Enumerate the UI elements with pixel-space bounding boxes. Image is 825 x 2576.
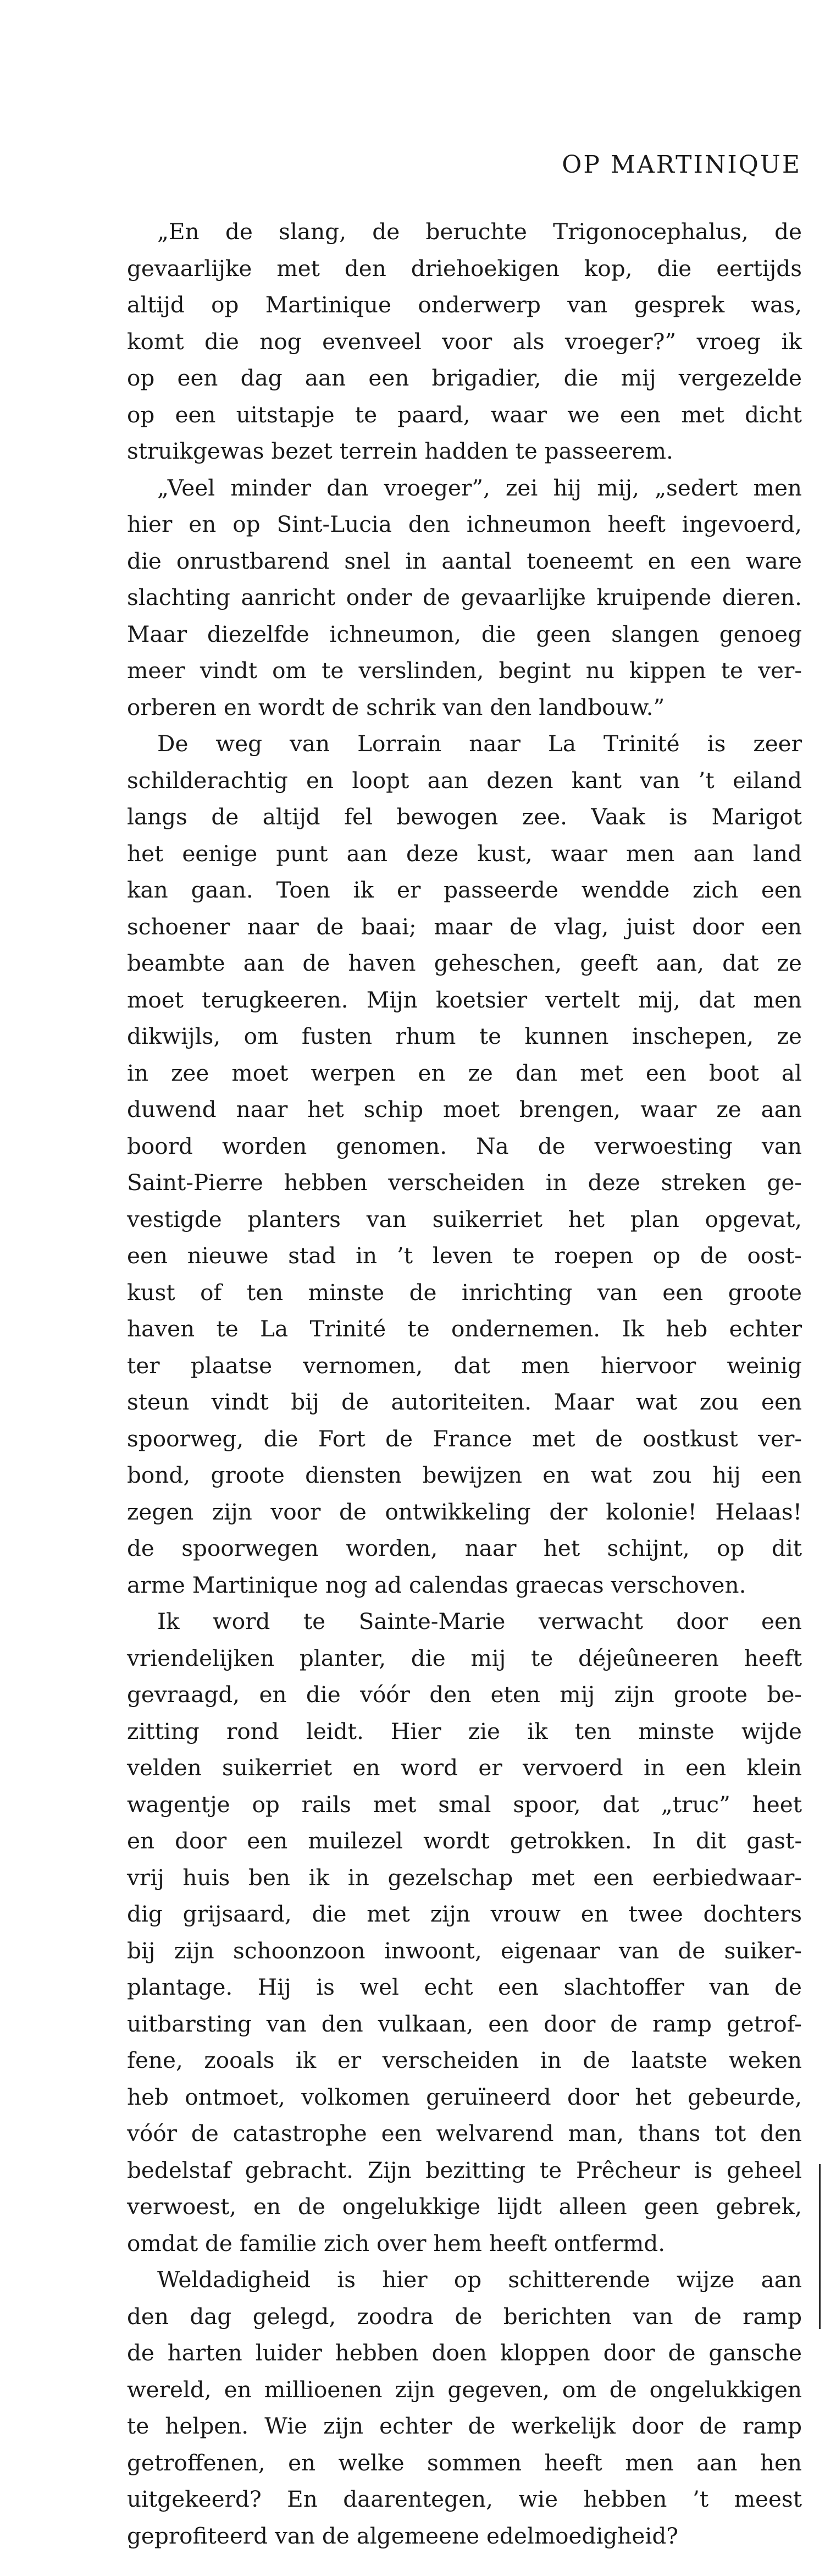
text-line: omdat de familie zich over hem heeft ontfermd. [127,2230,666,2256]
text-line: bij zijn schoonzoon inwoont, eigenaar van de suiker- [127,1937,802,1964]
text-line: vriendelijken planter, die mij te déjeûneeren heeft [127,1644,802,1671]
text-line: „Veel minder dan vroeger”, zei hij mij, „sedert men [157,474,802,501]
text-line: bond, groote diensten bewijzen en wat zou hij een [127,1462,802,1488]
text-line: en door een muilezel wordt getrokken. In dit gast- [127,1828,802,1854]
text-line: beambte aan de haven geheschen, geeft aan, dat ze [127,950,802,976]
text-line: zitting rond leidt. Hier zie ik ten minste wijde [127,1718,802,1744]
text-line: „En de slang, de beruchte Trigonocephalus, de [157,218,802,245]
text-line: geprofiteerd van de algemeene edelmoedigheid? [127,2522,678,2549]
text-line: struikgewas bezet terrein hadden te passeerem. [127,438,673,464]
text-line: kust of ten minste de inrichting van een groote [127,1279,802,1306]
text-line: heb ontmoet, volkomen geruïneerd door het gebeurde, [127,2083,802,2110]
text-line: uitgekeerd? En daarentegen, wie hebben ’t meest [127,2486,802,2512]
paragraph [127,213,802,470]
text-line: duwend naar het schip moet brengen, waar ze aan [127,1096,802,1122]
text-line: die onrustbarend snel in aantal toeneemt en een ware [127,547,802,574]
text-line: steun vindt bij de autoriteiten. Maar wat zou een [127,1389,802,1415]
text-line: vóór de catastrophe een welvarend man, thans tot den [127,2120,802,2146]
text-line: bedelstaf gebracht. Zijn bezitting te Prêcheur is geheel [127,2156,802,2183]
text-line: vestigde planters van suikerriet het plan opgevat, [127,1206,802,1232]
text-line: gevraagd, en die vóór den eten mij zijn groote be- [127,1681,802,1708]
text-line: arme Martinique nog ad calendas graecas verschoven. [127,1571,746,1598]
text-line: schilderachtig en loopt aan dezen kant van ’t eiland [127,767,802,794]
text-line: komt die nog evenveel voor als vroeger?” vroeg ik [127,328,802,355]
text-line: spoorweg, die Fort de France met de oostkust ver- [127,1425,802,1452]
text-line: hier en op Sint-Lucia den ichneumon heeft ingevoerd, [127,511,802,537]
text-line: moet terugkeeren. Mijn koetsier vertelt mij, dat men [127,986,802,1013]
text-line: een nieuwe stad in ’t leven te roepen op de oost- [127,1242,802,1269]
text-line: ter plaatse vernomen, dat men hiervoor weinig [127,1352,802,1379]
margin-rule [819,2164,821,2329]
text-line: op een uitstapje te paard, waar we een met dicht [127,401,802,428]
text-line: kan gaan. Toen ik er passeerde wendde zich een [127,877,802,903]
text-line: den dag gelegd, zoodra de berichten van de ramp [127,2303,802,2330]
text-line: wereld, en millioenen zijn gegeven, om de ongelukkigen [127,2376,802,2403]
text-line: dig grijsaard, die met zijn vrouw en twee dochters [127,1901,802,1927]
paragraph [127,725,802,1603]
text-line: altijd op Martinique onderwerp van gesprek was, [127,291,802,318]
text-line: de spoorwegen worden, naar het schijnt, op dit [127,1535,802,1561]
text-line: slachting aanricht onder de gevaarlijke kruipende dieren. [127,584,802,610]
text-line: velden suikerriet en word er vervoerd in een klein [127,1754,802,1781]
paragraph [127,470,802,726]
text-line: uitbarsting van den vulkaan, een door de ramp getrof- [127,2010,802,2037]
text-line: meer vindt om te verslinden, begint nu kippen te ver- [127,657,802,684]
text-line: Weldadigheid is hier op schitterende wijze aan [157,2266,802,2293]
text-line: getroffenen, en welke sommen heeft men aan hen [127,2449,802,2476]
text-line: De weg van Lorrain naar La Trinité is zeer [157,730,802,757]
text-line: schoener naar de baai; maar de vlag, juist door een [127,913,802,940]
text-line: fene, zooals ik er verscheiden in de laatste weken [127,2047,802,2073]
text-line: haven te La Trinité te ondernemen. Ik heb echter [127,1315,802,1342]
text-line: vrij huis ben ik in gezelschap met een eerbiedwaar- [127,1864,802,1891]
text-line: langs de altijd fel bewogen zee. Vaak is Marigot [127,803,802,830]
paragraph [127,1603,802,2261]
text-line: de harten luider hebben doen kloppen door de gansche [127,2340,802,2366]
text-line: dikwijls, om fusten rhum te kunnen inschepen, ze [127,1023,802,1049]
text-line: orberen en wordt de schrik van den landbouw.” [127,693,665,720]
text-line: te helpen. Wie zijn echter de werkelijk door de ramp [127,2413,802,2439]
text-line: Ik word te Sainte-Marie verwacht door een [157,1608,802,1634]
text-line: verwoest, en de ongelukkige lijdt alleen geen gebrek, [127,2193,802,2220]
running-head: OP MARTINIQUE [562,151,801,179]
text-line: in zee moet werpen en ze dan met een boot al [127,1059,802,1086]
text-line: het eenige punt aan deze kust, waar men aan land [127,840,802,867]
text-line: Maar diezelfde ichneumon, die geen slangen genoeg [127,620,802,647]
text-line: wagentje op rails met smal spoor, dat „truc” heet [127,1791,802,1818]
text-line: op een dag aan een brigadier, die mij vergezelde [127,365,802,391]
text-line: gevaarlijke met den driehoekigen kop, die eertijds [127,255,802,282]
paragraph [127,2261,802,2554]
text-line: plantage. Hij is wel echt een slachtoffer van de [127,1974,802,2000]
text-line: Saint-Pierre hebben verscheiden in deze streken ge- [127,1169,802,1196]
text-line: zegen zijn voor de ontwikkeling der kolonie! Helaas! [127,1498,802,1525]
text-line: boord worden genomen. Na de verwoesting van [127,1132,802,1159]
body-text [127,213,802,2554]
